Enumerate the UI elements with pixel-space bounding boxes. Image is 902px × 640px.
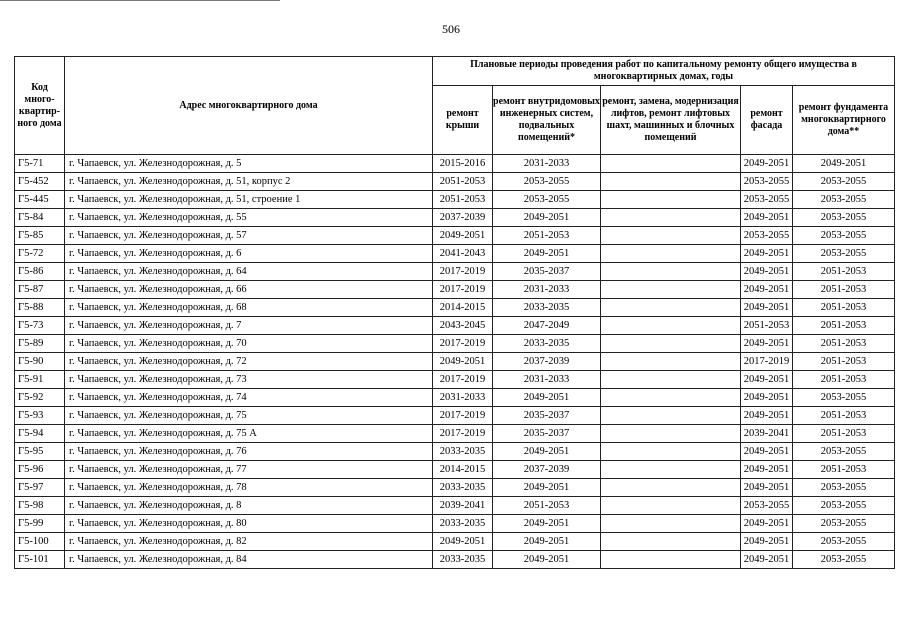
- header-roof: ремонт крыши: [433, 86, 493, 155]
- table-row: [15, 371, 895, 389]
- cell-facade: 2049-2051: [741, 155, 793, 173]
- cell-facade: 2051-2053: [741, 317, 793, 335]
- table-row: [15, 209, 895, 227]
- cell-elevators: [601, 299, 741, 317]
- cell-engineering: 2053-2055: [493, 191, 601, 209]
- cell-foundation: 2053-2055: [793, 227, 895, 245]
- cell-address: г. Чапаевск, ул. Железнодорожная, д. 6: [65, 245, 433, 263]
- header-foundation: ремонт фундамента многоквартирного дома**: [793, 86, 895, 155]
- cell-engineering: 2051-2053: [493, 227, 601, 245]
- cell-roof: 2049-2051: [433, 353, 493, 371]
- cell-roof: 2039-2041: [433, 497, 493, 515]
- cell-foundation: 2051-2053: [793, 263, 895, 281]
- cell-engineering: 2049-2051: [493, 389, 601, 407]
- cell-facade: 2049-2051: [741, 533, 793, 551]
- cell-facade: 2049-2051: [741, 209, 793, 227]
- header-elevators: ремонт, замена, модернизация лифтов, ремонт лифтовых шахт, машинных и блочных помещений: [601, 86, 741, 155]
- cell-elevators: [601, 317, 741, 335]
- table-row: [15, 389, 895, 407]
- cell-foundation: 2051-2053: [793, 461, 895, 479]
- cell-foundation: 2053-2055: [793, 389, 895, 407]
- cell-address: г. Чапаевск, ул. Железнодорожная, д. 51, корпус 2: [65, 173, 433, 191]
- table-row: [15, 497, 895, 515]
- cell-roof: 2014-2015: [433, 461, 493, 479]
- cell-address: г. Чапаевск, ул. Железнодорожная, д. 8: [65, 497, 433, 515]
- cell-code: Г5-452: [15, 173, 65, 191]
- cell-elevators: [601, 533, 741, 551]
- cell-address: г. Чапаевск, ул. Железнодорожная, д. 72: [65, 353, 433, 371]
- cell-facade: 2049-2051: [741, 407, 793, 425]
- cell-code: Г5-86: [15, 263, 65, 281]
- table-row: [15, 335, 895, 353]
- cell-code: Г5-95: [15, 443, 65, 461]
- cell-elevators: [601, 281, 741, 299]
- cell-foundation: 2051-2053: [793, 371, 895, 389]
- table-row: [15, 533, 895, 551]
- cell-roof: 2015-2016: [433, 155, 493, 173]
- cell-elevators: [601, 191, 741, 209]
- cell-code: Г5-88: [15, 299, 65, 317]
- cell-elevators: [601, 515, 741, 533]
- cell-address: г. Чапаевск, ул. Железнодорожная, д. 82: [65, 533, 433, 551]
- cell-elevators: [601, 497, 741, 515]
- cell-engineering: 2049-2051: [493, 479, 601, 497]
- cell-facade: 2039-2041: [741, 425, 793, 443]
- cell-foundation: 2051-2053: [793, 425, 895, 443]
- cell-address: г. Чапаевск, ул. Железнодорожная, д. 80: [65, 515, 433, 533]
- capital-repair-table: [14, 56, 895, 569]
- cell-elevators: [601, 443, 741, 461]
- cell-address: г. Чапаевск, ул. Железнодорожная, д. 70: [65, 335, 433, 353]
- page-number: 506: [442, 22, 460, 36]
- cell-facade: 2053-2055: [741, 173, 793, 191]
- cell-foundation: 2049-2051: [793, 155, 895, 173]
- cell-elevators: [601, 263, 741, 281]
- cell-facade: 2017-2019: [741, 353, 793, 371]
- cell-engineering: 2051-2053: [493, 497, 601, 515]
- cell-address: г. Чапаевск, ул. Железнодорожная, д. 74: [65, 389, 433, 407]
- cell-address: г. Чапаевск, ул. Железнодорожная, д. 76: [65, 443, 433, 461]
- cell-code: Г5-85: [15, 227, 65, 245]
- header-code: Код много-квартир-ного дома: [15, 57, 65, 155]
- header-address: Адрес многоквартирного дома: [65, 57, 433, 155]
- cell-roof: 2033-2035: [433, 443, 493, 461]
- cell-facade: 2049-2051: [741, 551, 793, 569]
- cell-roof: 2017-2019: [433, 425, 493, 443]
- table-row: [15, 173, 895, 191]
- cell-facade: 2049-2051: [741, 371, 793, 389]
- cell-roof: 2033-2035: [433, 551, 493, 569]
- table-row: [15, 245, 895, 263]
- cell-code: Г5-90: [15, 353, 65, 371]
- cell-address: г. Чапаевск, ул. Железнодорожная, д. 75 А: [65, 425, 433, 443]
- table-row: [15, 407, 895, 425]
- cell-code: Г5-91: [15, 371, 65, 389]
- cell-foundation: 2051-2053: [793, 281, 895, 299]
- table-row: [15, 317, 895, 335]
- cell-facade: 2049-2051: [741, 389, 793, 407]
- cell-address: г. Чапаевск, ул. Железнодорожная, д. 75: [65, 407, 433, 425]
- cell-code: Г5-100: [15, 533, 65, 551]
- cell-facade: 2049-2051: [741, 479, 793, 497]
- cell-foundation: 2053-2055: [793, 173, 895, 191]
- header-engineering: ремонт внутридомовых инженерных систем, подвальных помещений*: [493, 86, 601, 155]
- cell-engineering: 2033-2035: [493, 299, 601, 317]
- cell-code: Г5-93: [15, 407, 65, 425]
- cell-foundation: 2051-2053: [793, 407, 895, 425]
- cell-address: г. Чапаевск, ул. Железнодорожная, д. 7: [65, 317, 433, 335]
- cell-engineering: 2049-2051: [493, 515, 601, 533]
- cell-foundation: 2053-2055: [793, 479, 895, 497]
- cell-elevators: [601, 425, 741, 443]
- cell-code: Г5-92: [15, 389, 65, 407]
- cell-foundation: 2053-2055: [793, 515, 895, 533]
- table-row: [15, 551, 895, 569]
- cell-roof: 2051-2053: [433, 173, 493, 191]
- cell-facade: 2049-2051: [741, 335, 793, 353]
- table-row: [15, 479, 895, 497]
- header-periods: Плановые периоды проведения работ по капитальному ремонту общего имущества в многоквартирных домах, годы: [433, 57, 895, 86]
- cell-roof: 2049-2051: [433, 227, 493, 245]
- cell-facade: 2049-2051: [741, 245, 793, 263]
- cell-roof: 2041-2043: [433, 245, 493, 263]
- cell-roof: 2014-2015: [433, 299, 493, 317]
- cell-facade: 2049-2051: [741, 443, 793, 461]
- table-row: [15, 281, 895, 299]
- cell-roof: 2017-2019: [433, 335, 493, 353]
- cell-address: г. Чапаевск, ул. Железнодорожная, д. 68: [65, 299, 433, 317]
- cell-foundation: 2051-2053: [793, 317, 895, 335]
- cell-engineering: 2053-2055: [493, 173, 601, 191]
- cell-address: г. Чапаевск, ул. Железнодорожная, д. 55: [65, 209, 433, 227]
- cell-foundation: 2051-2053: [793, 353, 895, 371]
- cell-foundation: 2053-2055: [793, 551, 895, 569]
- cell-elevators: [601, 461, 741, 479]
- cell-engineering: 2049-2051: [493, 533, 601, 551]
- table-row: [15, 299, 895, 317]
- cell-engineering: 2037-2039: [493, 353, 601, 371]
- cell-code: Г5-94: [15, 425, 65, 443]
- table-row: [15, 515, 895, 533]
- cell-code: Г5-101: [15, 551, 65, 569]
- cell-address: г. Чапаевск, ул. Железнодорожная, д. 57: [65, 227, 433, 245]
- cell-facade: 2049-2051: [741, 299, 793, 317]
- cell-engineering: 2049-2051: [493, 209, 601, 227]
- cell-elevators: [601, 245, 741, 263]
- table-row: [15, 443, 895, 461]
- table-row: [15, 155, 895, 173]
- table-row: [15, 227, 895, 245]
- table-row: [15, 461, 895, 479]
- cell-elevators: [601, 209, 741, 227]
- cell-code: Г5-98: [15, 497, 65, 515]
- cell-code: Г5-97: [15, 479, 65, 497]
- cell-elevators: [601, 227, 741, 245]
- cell-engineering: 2049-2051: [493, 551, 601, 569]
- cell-code: Г5-73: [15, 317, 65, 335]
- cell-address: г. Чапаевск, ул. Железнодорожная, д. 77: [65, 461, 433, 479]
- cell-roof: 2043-2045: [433, 317, 493, 335]
- cell-facade: 2049-2051: [741, 263, 793, 281]
- cell-engineering: 2031-2033: [493, 281, 601, 299]
- cell-engineering: 2035-2037: [493, 407, 601, 425]
- cell-elevators: [601, 371, 741, 389]
- cell-roof: 2017-2019: [433, 371, 493, 389]
- cell-code: Г5-96: [15, 461, 65, 479]
- cell-facade: 2053-2055: [741, 227, 793, 245]
- cell-engineering: 2049-2051: [493, 245, 601, 263]
- cell-elevators: [601, 389, 741, 407]
- cell-address: г. Чапаевск, ул. Железнодорожная, д. 66: [65, 281, 433, 299]
- cell-code: Г5-445: [15, 191, 65, 209]
- top-rule: [0, 0, 280, 1]
- cell-roof: 2017-2019: [433, 263, 493, 281]
- cell-roof: 2017-2019: [433, 407, 493, 425]
- cell-facade: 2053-2055: [741, 497, 793, 515]
- cell-engineering: 2035-2037: [493, 425, 601, 443]
- cell-engineering: 2033-2035: [493, 335, 601, 353]
- cell-foundation: 2051-2053: [793, 335, 895, 353]
- cell-foundation: 2053-2055: [793, 245, 895, 263]
- header-facade: ремонт фасада: [741, 86, 793, 155]
- cell-roof: 2049-2051: [433, 533, 493, 551]
- cell-elevators: [601, 407, 741, 425]
- cell-foundation: 2053-2055: [793, 497, 895, 515]
- cell-foundation: 2053-2055: [793, 191, 895, 209]
- cell-foundation: 2053-2055: [793, 533, 895, 551]
- cell-elevators: [601, 155, 741, 173]
- cell-facade: 2049-2051: [741, 461, 793, 479]
- cell-elevators: [601, 479, 741, 497]
- cell-engineering: 2047-2049: [493, 317, 601, 335]
- cell-foundation: 2053-2055: [793, 209, 895, 227]
- cell-foundation: 2051-2053: [793, 299, 895, 317]
- cell-roof: 2037-2039: [433, 209, 493, 227]
- table-row: [15, 425, 895, 443]
- cell-facade: 2053-2055: [741, 191, 793, 209]
- cell-engineering: 2031-2033: [493, 371, 601, 389]
- cell-roof: 2031-2033: [433, 389, 493, 407]
- cell-address: г. Чапаевск, ул. Железнодорожная, д. 73: [65, 371, 433, 389]
- cell-engineering: 2037-2039: [493, 461, 601, 479]
- cell-engineering: 2031-2033: [493, 155, 601, 173]
- cell-elevators: [601, 353, 741, 371]
- cell-elevators: [601, 173, 741, 191]
- table-row: [15, 353, 895, 371]
- cell-roof: 2017-2019: [433, 281, 493, 299]
- cell-address: г. Чапаевск, ул. Железнодорожная, д. 84: [65, 551, 433, 569]
- cell-address: г. Чапаевск, ул. Железнодорожная, д. 64: [65, 263, 433, 281]
- cell-facade: 2049-2051: [741, 281, 793, 299]
- cell-code: Г5-89: [15, 335, 65, 353]
- cell-address: г. Чапаевск, ул. Железнодорожная, д. 5: [65, 155, 433, 173]
- cell-roof: 2033-2035: [433, 479, 493, 497]
- table-row: [15, 263, 895, 281]
- cell-address: г. Чапаевск, ул. Железнодорожная, д. 51, строение 1: [65, 191, 433, 209]
- cell-roof: 2051-2053: [433, 191, 493, 209]
- cell-address: г. Чапаевск, ул. Железнодорожная, д. 78: [65, 479, 433, 497]
- cell-elevators: [601, 335, 741, 353]
- cell-code: Г5-72: [15, 245, 65, 263]
- cell-code: Г5-87: [15, 281, 65, 299]
- cell-code: Г5-84: [15, 209, 65, 227]
- table-body: [15, 155, 895, 569]
- cell-code: Г5-71: [15, 155, 65, 173]
- cell-elevators: [601, 551, 741, 569]
- cell-code: Г5-99: [15, 515, 65, 533]
- table-row: [15, 191, 895, 209]
- cell-roof: 2033-2035: [433, 515, 493, 533]
- cell-facade: 2049-2051: [741, 515, 793, 533]
- cell-foundation: 2053-2055: [793, 443, 895, 461]
- cell-engineering: 2049-2051: [493, 443, 601, 461]
- cell-engineering: 2035-2037: [493, 263, 601, 281]
